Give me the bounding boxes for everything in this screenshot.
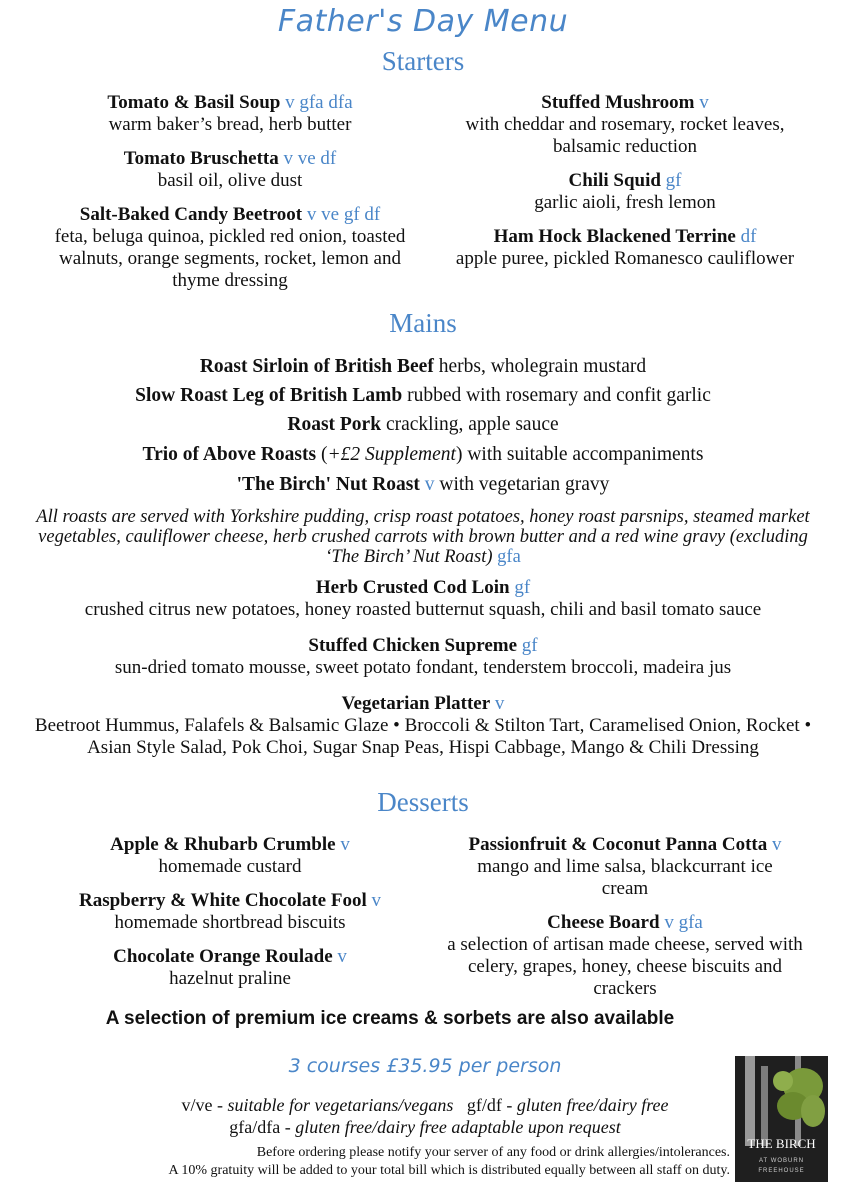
footer-notes [30, 1144, 730, 1180]
item-description: garlic aioli, fresh lemon [534, 192, 716, 213]
legend-code: v/ve - [181, 1095, 228, 1115]
item-description: sun-dried tomato mousse, sweet potato fondant, tenderstem broccoli, madeira jus [114, 657, 732, 678]
item-name: Roast Pork [287, 414, 382, 435]
item-description: homemade shortbread biscuits [114, 912, 346, 933]
starter-item [40, 148, 420, 192]
item-description: with cheddar and rosemary, rocket leaves, balsamic reduction [465, 114, 785, 157]
item-description: apple puree, pickled Romanesco cauliflower [455, 248, 795, 269]
item-description: hazelnut praline [169, 968, 291, 989]
legend-text: gluten free/dairy free [516, 1095, 669, 1115]
item-name: Ham Hock Blackened Terrine [493, 226, 736, 247]
item-description: herbs, wholegrain mustard [433, 356, 647, 377]
starters-heading: Starters [381, 46, 465, 76]
supplement-price: +£2 Supplement [327, 444, 456, 465]
gratuity-notice: A 10% gratuity will be added to your total bill which is distributed equally between all staff on duty. [168, 1163, 730, 1178]
item-name: Apple & Rhubarb Crumble [110, 834, 336, 855]
dietary-tags: v ve df [283, 148, 337, 169]
item-name: Chocolate Orange Roulade [113, 946, 333, 967]
price-line: 3 courses £35.95 per person [288, 1055, 562, 1077]
desserts-left-column [40, 834, 420, 1002]
item-name: Slow Roast Leg of British Lamb [135, 385, 403, 406]
mains-heading: Mains [389, 308, 457, 338]
item-description: a selection of artisan made cheese, served with celery, grapes, honey, cheese biscuits and crackers [447, 934, 803, 999]
dietary-tags: v ve gf df [306, 204, 381, 225]
item-name: Passionfruit & Coconut Panna Cotta [468, 834, 768, 855]
dietary-tags: v [699, 92, 709, 113]
item-description: homemade custard [158, 856, 302, 877]
starter-item [40, 204, 420, 292]
item-name: Trio of Above Roasts [142, 444, 317, 465]
the-birch-logo [735, 1056, 828, 1182]
item-name: Herb Crusted Cod Loin [315, 577, 510, 598]
roast-item [0, 385, 846, 407]
dietary-tags: v [337, 946, 347, 967]
desserts-heading: Desserts [377, 787, 469, 817]
trio-item: Trio of Above Roasts (+£2 Supplement) with suitable accompaniments [142, 444, 704, 465]
item-description: crushed citrus new potatoes, honey roasted butternut squash, chili and basil tomato sauce [84, 599, 762, 620]
ice-cream-notice: A selection of premium ice creams & sorbets are also available [105, 1008, 675, 1029]
legend-text: gluten free/dairy free adaptable upon request [295, 1117, 621, 1137]
item-description: Beetroot Hummus, Falafels & Balsamic Glaze • Broccoli & Stilton Tart, Caramelised Onion, Rocket • Asian Style Salad, Pok Choi, Sugar Snap Peas, Hispi Cabbage, Mango & Chili Dressing [34, 715, 812, 758]
item-description: with vegetarian gravy [434, 474, 610, 495]
dessert-item [40, 946, 420, 990]
roast-item [0, 356, 846, 378]
dessert-item [40, 890, 420, 934]
dietary-tags: v [340, 834, 350, 855]
item-description: feta, beluga quinoa, pickled red onion, toasted walnuts, orange segments, rocket, lemon and thyme dressing [54, 226, 406, 291]
item-name: Roast Sirloin of British Beef [199, 356, 434, 377]
item-name: Salt-Baked Candy Beetroot [79, 204, 303, 225]
item-description: mango and lime salsa, blackcurrant ice cream [477, 856, 773, 899]
item-description: warm baker’s bread, herb butter [108, 114, 352, 135]
dietary-tags: v [494, 693, 505, 714]
item-name: Stuffed Mushroom [541, 92, 695, 113]
logo-subtitle: FREEHOUSE [758, 1168, 805, 1174]
item-name: Tomato Bruschetta [123, 148, 279, 169]
dietary-tags: v [419, 474, 435, 495]
dessert-item [440, 834, 810, 900]
item-name: 'The Birch' Nut Roast [236, 474, 420, 495]
dietary-tags: v [771, 834, 782, 855]
desserts-right-column [440, 834, 810, 1012]
starter-item [440, 170, 810, 214]
starter-item [40, 92, 420, 136]
item-description: rubbed with rosemary and confit garlic [402, 385, 711, 406]
item-name: Raspberry & White Chocolate Fool [78, 890, 367, 911]
dietary-legend [100, 1094, 750, 1138]
starters-left-column [40, 92, 420, 304]
item-name: Stuffed Chicken Supreme [308, 635, 518, 656]
item-name: Tomato & Basil Soup [107, 92, 281, 113]
logo-subtitle: AT WOBURN [758, 1158, 805, 1164]
main-item-platter [20, 693, 826, 759]
dessert-item [440, 912, 810, 1000]
main-item-chicken [20, 635, 826, 679]
dietary-tags: v gfa [664, 912, 703, 933]
dietary-tags: gf [521, 635, 538, 656]
starter-item [440, 92, 810, 158]
dietary-tags: df [740, 226, 757, 247]
roast-accompaniments-note [20, 507, 826, 567]
item-description: with suitable accompaniments [462, 444, 704, 465]
item-description: crackling, apple sauce [381, 414, 559, 435]
dietary-tags: v [371, 890, 382, 911]
menu-title: Father's Day Menu [277, 4, 569, 39]
allergy-notice: Before ordering please notify your server of any food or drink allergies/intolerances. [256, 1145, 730, 1160]
dietary-tags: gf [514, 577, 531, 598]
dietary-tags: gfa [497, 547, 521, 567]
note-text: All roasts are served with Yorkshire pudding, crisp roast potatoes, honey roast parsnips, steamed market vegetables, cauliflower cheese, herb crushed carrots with brown butter and a red wine gravy (excluding ‘The Birch’ Nut Roast) [36, 507, 810, 567]
starters-right-column [440, 92, 810, 282]
roast-item [0, 414, 846, 436]
roast-item [0, 474, 846, 496]
legend-code: gf/df - [466, 1095, 517, 1115]
logo-name: THE BIRCH [747, 1136, 816, 1151]
main-item-cod [20, 577, 826, 621]
starter-item [440, 226, 810, 270]
legend-code: gfa/dfa - [229, 1117, 296, 1137]
item-description: basil oil, olive dust [157, 170, 303, 191]
dietary-tags: gf [665, 170, 682, 191]
birch-tree-icon [735, 1056, 828, 1146]
item-name: Vegetarian Platter [341, 693, 491, 714]
item-name: Chili Squid [568, 170, 661, 191]
legend-text: suitable for vegetarians/vegans [227, 1095, 454, 1115]
dessert-item [40, 834, 420, 878]
item-name: Cheese Board [547, 912, 660, 933]
dietary-tags: v gfa dfa [285, 92, 353, 113]
